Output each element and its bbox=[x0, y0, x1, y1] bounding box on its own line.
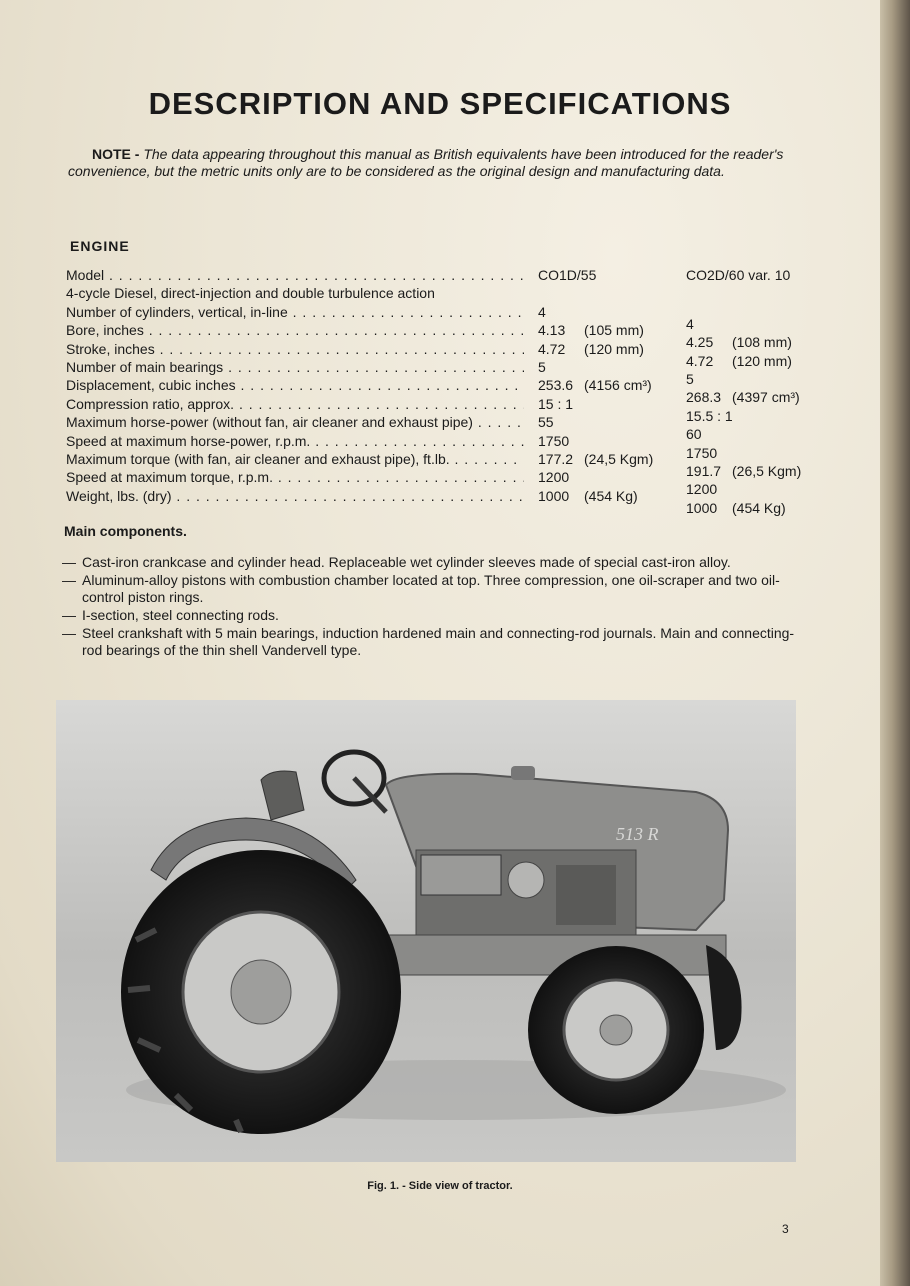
spec-label: Speed at maximum horse-power, r.p.m. . . . bbox=[66, 432, 524, 450]
component-item bbox=[62, 607, 810, 624]
spec-number: CO1D/55 bbox=[538, 267, 597, 283]
spec-number: 1200 bbox=[686, 481, 718, 498]
spec-number: 177.2 bbox=[538, 450, 574, 467]
component-item bbox=[62, 625, 810, 659]
spec-number: 55 bbox=[538, 414, 554, 431]
spec-label: Number of main bearings . . . bbox=[66, 358, 524, 376]
spec-value-co1d bbox=[538, 450, 653, 468]
engine-heading: ENGINE bbox=[70, 238, 130, 254]
spec-label: Bore, inches . . . bbox=[66, 321, 524, 339]
spec-number: 15 : 1 bbox=[538, 395, 574, 412]
spec-value-co1d bbox=[538, 413, 584, 431]
note-paragraph bbox=[68, 146, 816, 180]
spec-metric: (454 Kg) bbox=[732, 499, 786, 516]
component-text: Steel crankshaft with 5 main bearings, induction hardened main and connecting-rod journals. Main and connecting-rod bearings of the thin shell Vandervell type. bbox=[82, 625, 795, 658]
spec-label: Weight, lbs. (dry) . . . bbox=[66, 487, 524, 505]
dash-bullet: — bbox=[62, 607, 76, 623]
spec-label: Number of cylinders, vertical, in-line . . . bbox=[66, 303, 524, 321]
spec-number: 60 bbox=[686, 426, 702, 443]
page-number: 3 bbox=[782, 1222, 789, 1236]
spec-number: 4.25 bbox=[686, 334, 714, 351]
spec-number: CO2D/60 var. 10 bbox=[686, 267, 791, 283]
spec-value-co1d bbox=[538, 395, 584, 413]
spec-number: 1750 bbox=[686, 444, 718, 461]
spec-metric: (108 mm) bbox=[732, 334, 792, 351]
spec-number: 4.13 bbox=[538, 322, 566, 339]
spec-value-co1d bbox=[538, 468, 584, 486]
spec-value-co2d bbox=[686, 266, 791, 284]
dash-bullet: — bbox=[62, 625, 76, 641]
page-title: DESCRIPTION AND SPECIFICATIONS bbox=[148, 86, 732, 121]
spec-value-co1d bbox=[538, 321, 644, 339]
spec-value-co1d bbox=[538, 358, 584, 376]
tractor-illustration bbox=[56, 700, 796, 1162]
spec-metric: (4397 cm³) bbox=[732, 389, 800, 406]
spec-number: 4.72 bbox=[686, 352, 714, 369]
component-text: I-section, steel connecting rods. bbox=[82, 607, 279, 623]
spec-label: Displacement, cubic inches . . . bbox=[66, 376, 524, 394]
note-label: NOTE - bbox=[92, 146, 140, 162]
spec-value-co1d bbox=[538, 284, 584, 302]
dash-bullet: — bbox=[62, 572, 76, 588]
spec-value-co1d bbox=[538, 303, 584, 321]
spec-label: Stroke, inches . . . bbox=[66, 340, 524, 358]
spec-label: Model . . . bbox=[66, 266, 524, 284]
spec-number: 1750 bbox=[538, 432, 570, 449]
model-badge: 513 R bbox=[616, 824, 659, 844]
spec-number: 268.3 bbox=[686, 389, 722, 406]
spec-value-co1d bbox=[538, 487, 638, 505]
spec-metric: (120 mm) bbox=[732, 352, 792, 369]
spec-label: Maximum horse-power (without fan, air cleaner and exhaust pipe) . . . bbox=[66, 413, 524, 431]
spec-label: Speed at maximum torque, r.p.m. . . . bbox=[66, 468, 524, 486]
spec-metric: (454 Kg) bbox=[584, 487, 638, 504]
spec-label: Compression ratio, approx. . . . bbox=[66, 395, 524, 413]
spec-row bbox=[66, 266, 826, 284]
spec-number: 4 bbox=[538, 303, 546, 320]
spec-number: 4 bbox=[686, 315, 694, 332]
spec-number: 5 bbox=[538, 358, 546, 375]
spec-value-co1d bbox=[538, 432, 584, 450]
spec-value-co1d bbox=[538, 376, 652, 394]
component-item bbox=[62, 572, 810, 606]
components-heading: Main components. bbox=[64, 523, 187, 539]
figure-caption: Fig. 1. - Side view of tractor. bbox=[367, 1180, 513, 1192]
tractor-photo bbox=[56, 700, 796, 1162]
spec-value-co2d bbox=[686, 499, 786, 517]
spec-number: 5 bbox=[686, 370, 694, 387]
spec-number: 1000 bbox=[686, 499, 718, 516]
component-item bbox=[62, 554, 810, 571]
spec-metric: (26,5 Kgm) bbox=[732, 462, 802, 479]
dash-bullet: — bbox=[62, 554, 76, 570]
spec-label: Maximum torque (with fan, air cleaner and exhaust pipe), ft.lb. . . . bbox=[66, 450, 524, 468]
spec-number: 4.72 bbox=[538, 340, 566, 357]
note-text: The data appearing throughout this manual as British equivalents have been introduced for the reader's convenience, but the metric units only are to be considered as the original design and manufacturing data. bbox=[68, 146, 784, 179]
spec-metric: (120 mm) bbox=[584, 340, 644, 357]
spec-label: 4-cycle Diesel, direct-injection and double turbulence action bbox=[66, 285, 435, 302]
spec-number: 1200 bbox=[538, 469, 570, 486]
spec-value-co1d bbox=[538, 340, 644, 358]
spec-value-co1d bbox=[538, 266, 597, 284]
component-text: Cast-iron crankcase and cylinder head. Replaceable wet cylinder sleeves made of special cast-iron alloy. bbox=[82, 554, 731, 570]
spec-number: 1000 bbox=[538, 487, 570, 504]
spec-number: 253.6 bbox=[538, 377, 574, 394]
spec-number: 15.5 : 1 bbox=[686, 407, 733, 424]
spec-number: 191.7 bbox=[686, 462, 722, 479]
spec-row bbox=[66, 284, 826, 302]
engine-spec-list bbox=[66, 266, 826, 516]
spec-metric: (4156 cm³) bbox=[584, 377, 652, 394]
page-edge bbox=[880, 0, 910, 1286]
spec-metric: (105 mm) bbox=[584, 322, 644, 339]
spec-row bbox=[66, 487, 826, 516]
component-text: Aluminum-alloy pistons with combustion chamber located at top. Three compression, one oil-scraper and two oil-control piston rings. bbox=[82, 572, 780, 605]
spec-metric: (24,5 Kgm) bbox=[584, 450, 654, 467]
components-list bbox=[62, 554, 810, 660]
